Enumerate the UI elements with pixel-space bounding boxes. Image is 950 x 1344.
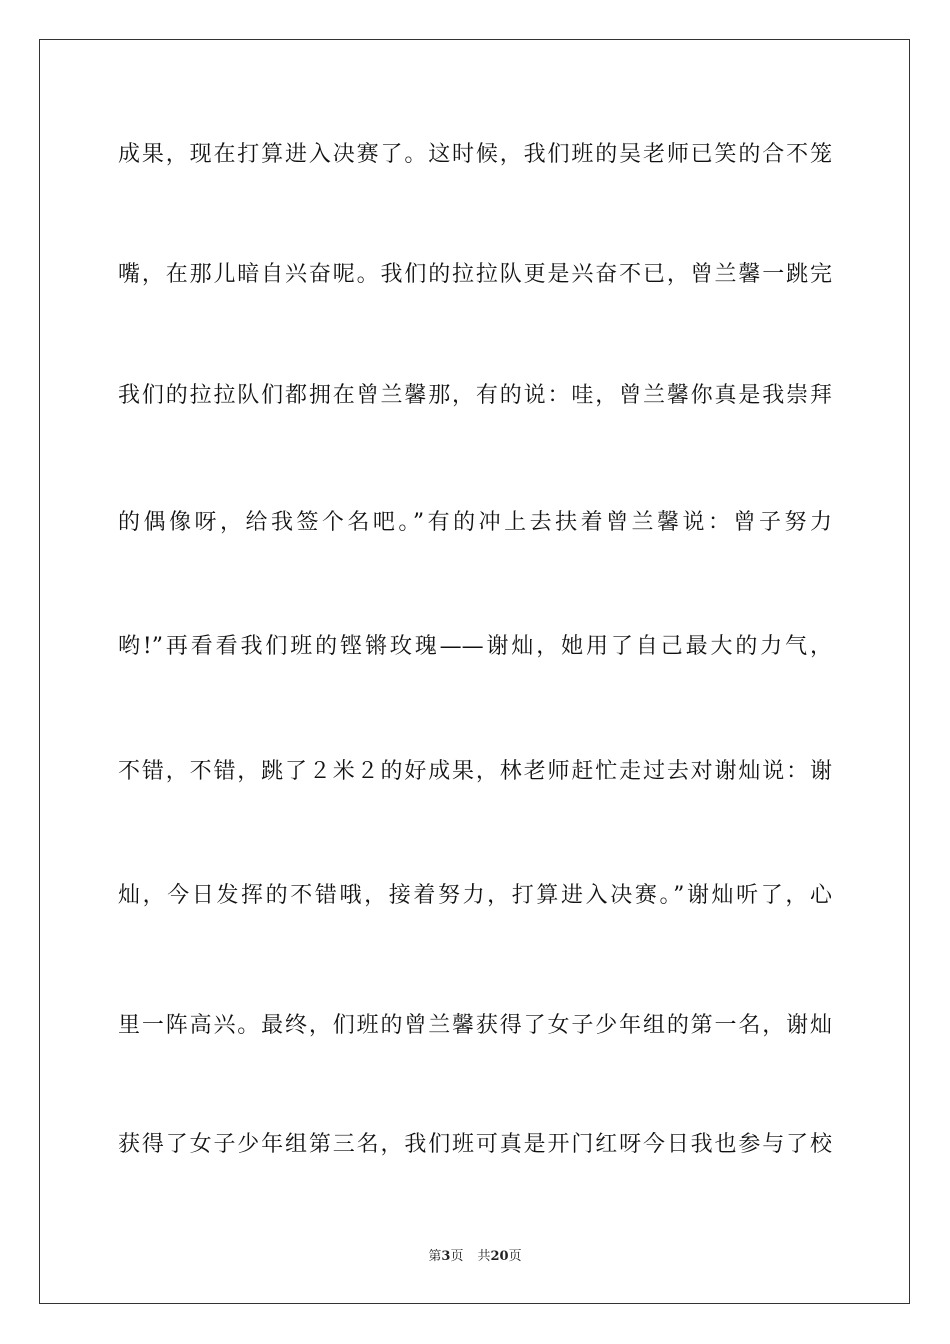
footer-page-prefix: 第 (428, 1249, 442, 1264)
body-text-line-5: 哟!”再看看我们班的铿锵玫瑰——谢灿，她用了自己最大的力气， (118, 634, 832, 659)
footer-page-suffix: 页 (450, 1249, 464, 1264)
body-text-line-9: 获得了女子少年组第三名，我们班可真是开门红呀今日我也参与了校 (118, 1132, 832, 1157)
page-footer (0, 1248, 950, 1266)
footer-page-current: 3 (441, 1249, 451, 1264)
body-text-line-7: 灿，今日发挥的不错哦，接着努力，打算进入决赛。”谢灿听了，心 (118, 883, 832, 908)
body-text-line-3: 我们的拉拉队们都拥在曾兰馨那，有的说：哇，曾兰馨你真是我崇拜 (118, 383, 832, 408)
body-text-line-6: 不错，不错，跳了２米２的好成果，林老师赶忙走过去对谢灿说：谢 (118, 759, 832, 784)
footer-total-prefix: 共 (477, 1249, 491, 1264)
page-border (39, 39, 910, 1304)
footer-total-suffix: 页 (508, 1249, 522, 1264)
body-text-line-2: 嘴，在那儿暗自兴奋呢。我们的拉拉队更是兴奋不已，曾兰馨一跳完 (118, 262, 832, 287)
body-text-line-1: 成果，现在打算进入决赛了。这时候，我们班的吴老师已笑的合不笼 (118, 142, 832, 167)
body-text-line-4: 的偶像呀，给我签个名吧。”有的冲上去扶着曾兰馨说：曾子努力 (118, 510, 832, 535)
footer-page-total: 20 (490, 1249, 509, 1264)
body-text-line-8: 里一阵高兴。最终，们班的曾兰馨获得了女子少年组的第一名，谢灿 (118, 1013, 832, 1038)
